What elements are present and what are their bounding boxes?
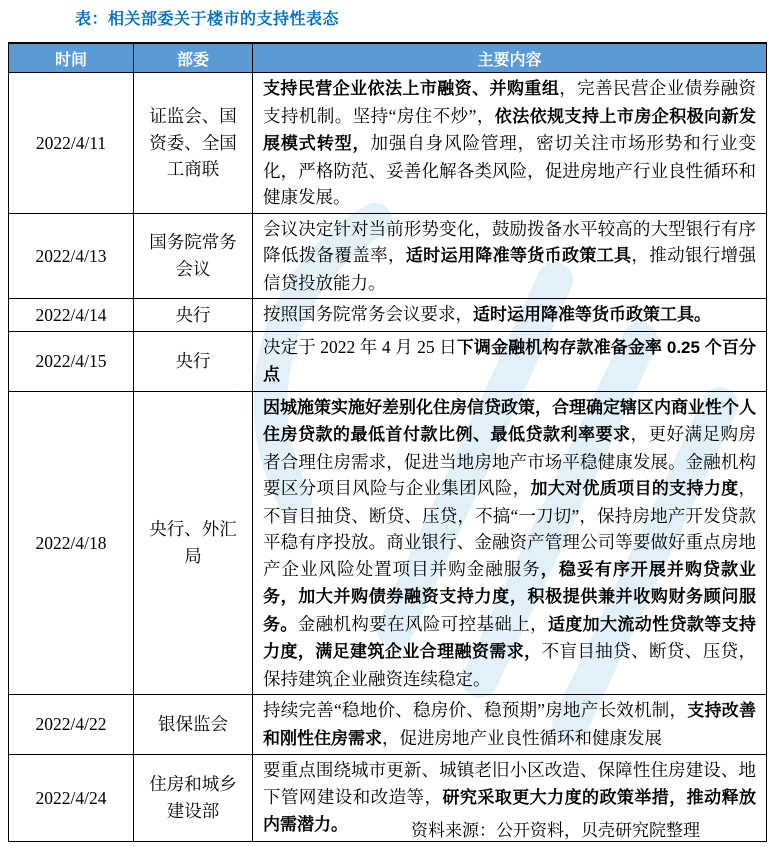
content-segment: 持续完善“稳地价、稳房价、稳预期”房地产长效机制， <box>263 700 688 720</box>
ministry-cell: 住房和城乡建设部 <box>134 755 253 842</box>
content-segment: 适度加大流动性贷款等支持力度，满足建筑企业合理融资需求， <box>263 614 757 661</box>
content-segment: 决定于 2022 年 4 月 25 日 <box>263 336 457 357</box>
policy-table <box>8 42 767 842</box>
content-cell <box>253 331 767 391</box>
content-segment: ，完善民营企业债券融资支持机制。坚持“房住不炒”， <box>263 78 757 126</box>
header-row <box>9 43 767 73</box>
content-segment: 要重点围绕城市更新、城镇老旧小区改造、保障性住房建设、地下管网建设和改造等， <box>263 760 756 807</box>
date-cell: 2022/4/13 <box>9 213 134 299</box>
content-segment: 加强自身风险管理，密切关注市场形势和行业变化，严格防范、妥善化解各类风险，促进房地产行业良性循环和健康发展。 <box>263 133 757 207</box>
date-cell: 2022/4/15 <box>9 331 134 391</box>
date-cell: 2022/4/14 <box>9 299 134 332</box>
ministry-cell: 央行、外汇局 <box>134 391 253 695</box>
content-segment: 适时运用降准等货币政策工具 <box>405 246 632 265</box>
content-segment: 不盲目抽贷、断贷、压贷，保持建筑企业融资连续稳定。 <box>263 641 757 689</box>
content-segment: 按照国务院常务会议要求， <box>263 304 473 324</box>
content-segment: ，促进房地产业良性循环和健康发展 <box>382 727 662 748</box>
content-segment: 金融机构要在风险可控基础上， <box>297 613 548 634</box>
ministry-cell: 国务院常务会议 <box>134 213 253 299</box>
content-segment: 支持改善和刚性住房需求 <box>263 701 756 748</box>
table-row <box>9 695 767 755</box>
content-segment: 适时运用降准等货币政策工具。 <box>473 305 711 324</box>
content-segment: 支持民营企业依法上市融资、并购重组 <box>263 79 560 98</box>
table-row <box>9 213 767 299</box>
content-segment: 会议决定针对当前形势变化，鼓励拨备水平较高的大型银行有序降低拨备覆盖率， <box>263 218 756 265</box>
table-row <box>9 331 767 391</box>
ministry-cell: 银保监会 <box>134 695 253 755</box>
content-segment: ，稳妥有序开展并购贷款业务，加大并购债券融资支持力度，积极提供兼并收购财务顾问服务。 <box>263 559 757 634</box>
content-cell <box>253 213 767 299</box>
content-segment: ，不盲目抽贷、断贷、压贷，不搞“一刀切”，保持房地产开发贷款平稳有序投放。商业银行、金融资产管理公司等要做好重点房地产企业风险处置项目并购金融服务 <box>263 478 756 579</box>
date-cell: 2022/4/18 <box>9 391 134 695</box>
content-segment: ，更好满足购房者合理住房需求，促进当地房地产市场平稳健康发展。金融机构要区分项目风险与企业集团风险， <box>263 424 756 498</box>
content-segment: 加大对优质项目的支持力度 <box>530 479 739 498</box>
content-cell <box>253 755 767 842</box>
content-segment: 依法依规支持上市房企积极向新发展模式转型， <box>263 106 756 153</box>
content-cell <box>253 73 767 214</box>
date-cell: 2022/4/22 <box>9 695 134 755</box>
header-ministry: 部委 <box>134 43 253 73</box>
date-cell: 2022/4/11 <box>9 73 134 214</box>
header-time: 时间 <box>9 43 134 73</box>
date-cell: 2022/4/24 <box>9 755 134 842</box>
content-segment: 研究采取更大力度的政策举措，推动释放内需潜力。 <box>263 787 757 834</box>
header-content: 主要内容 <box>253 43 767 73</box>
content-cell <box>253 391 767 695</box>
content-cell <box>253 299 767 332</box>
table-row <box>9 755 767 842</box>
content-segment: 因城施策实施好差别化住房信贷政策，合理确定辖区内商业性个人住房贷款的最低首付款比例、最低贷款利率要求 <box>263 397 756 444</box>
table-row <box>9 299 767 332</box>
ministry-cell: 央行 <box>134 299 253 332</box>
table-row <box>9 73 767 214</box>
content-cell <box>253 695 767 755</box>
content-segment: 下调金融机构存款准备金率 0.25 个百分点 <box>263 337 756 384</box>
ministry-cell: 证监会、国资委、全国工商联 <box>134 73 253 214</box>
page-title: 表：相关部委关于楼市的支持性表态 <box>75 11 340 28</box>
table-row <box>9 391 767 695</box>
ministry-cell: 央行 <box>134 331 253 391</box>
source-note: 资料来源：公开资料，贝壳研究院整理 <box>411 821 700 840</box>
content-segment: ，推动银行增强信贷投放能力。 <box>263 245 757 293</box>
